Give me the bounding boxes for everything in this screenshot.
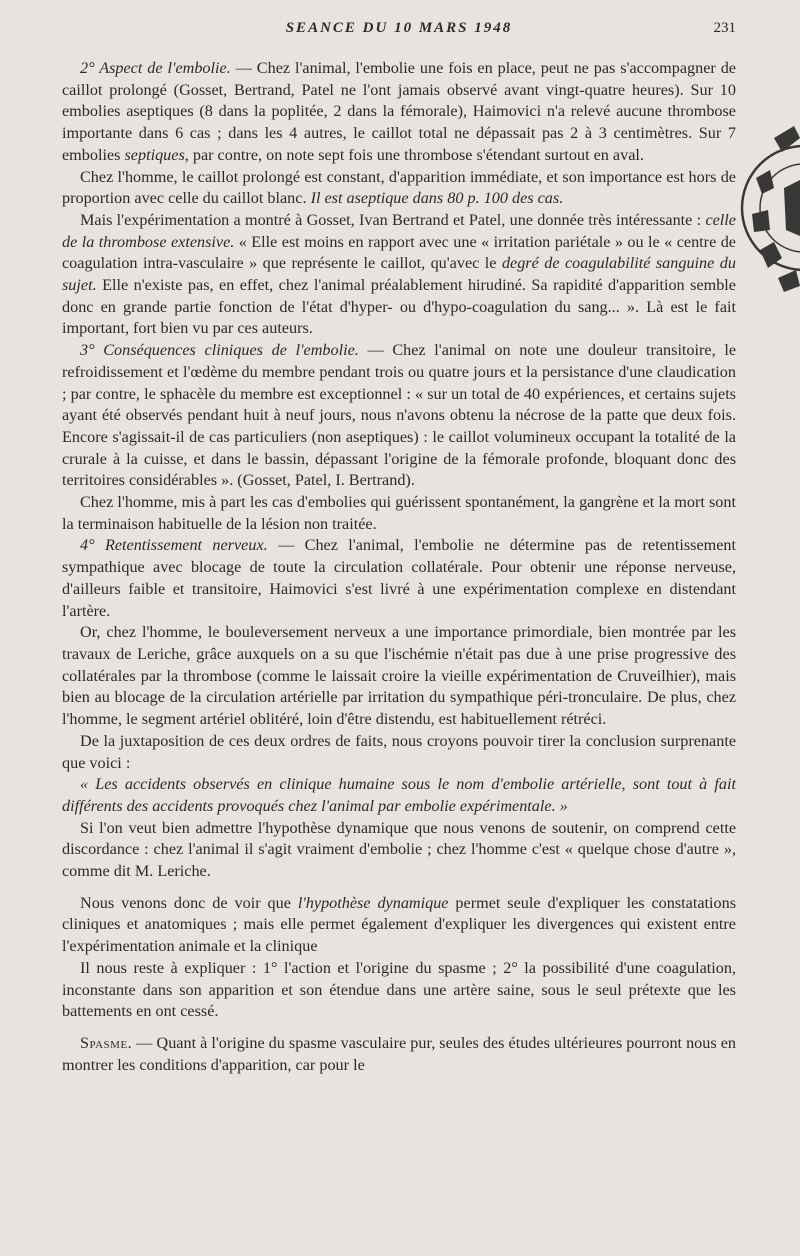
section-title-retentissement: 4° Retentissement nerveux. — [80, 536, 268, 555]
paragraph-consequences — [62, 340, 736, 492]
paragraph-text: « Elle est moins en rapport avec une « irritation pariétale » ou le « centre de coagulation intra-vasculaire » que représente le caillot, qu'avec le — [62, 232, 736, 273]
library-stamp — [734, 118, 800, 298]
paragraph-hypothese — [62, 818, 736, 883]
emphasis-text: Il est aseptique dans 80 p. 100 des cas. — [310, 189, 564, 208]
paragraph-gangrene — [62, 492, 736, 535]
page-header — [62, 20, 736, 44]
quote-text: « Les accidents observés en clinique humaine sous le nom d'embolie artérielle, sont tout à fait différents des accidents provoqués chez l'animal par embolie expérimentale. » — [62, 775, 736, 815]
paragraph-text: — Chez l'animal on note une douleur transitoire, le refroidissement et l'œdème du membre pendant trois ou quatre jours et la persistance d'une claudication ; par contre, le sphacèle du membre est exceptionnel : « sur un total de 40 expériences, et certains sujets ayant été observés pendant huit à neuf jours, nous n'avons obtenu la nécrose de la patte que deux fois. Encore s'agissait-il de cas particuliers (non aseptiques) : le caillot volumineux occupant la totalité de la crurale à la cuisse, et dans le bassin, dépassant l'origine de la fémorale profonde, bloquant donc des territoires considérables ». (Gosset, Patel, I. Bertrand). — [62, 341, 736, 490]
paragraph-homme-caillot — [62, 167, 736, 210]
emphasis-text: degré de coagulabilité sanguine du sujet. — [62, 254, 736, 295]
paragraph-text: Nous venons donc de voir que — [80, 893, 298, 912]
paragraph-retentissement — [62, 535, 736, 622]
paragraph-text: Il nous reste à expliquer : 1° l'action et l'origine du spasme ; 2° la possibilité d'une coagulation, inconstante dans son apparition et son étendue dans une artère saine, sous le seul prétexte que les battements en ont cessé. — [62, 958, 736, 1021]
paragraph-hypothese-dynamique — [62, 893, 736, 958]
section-title-consequences: 3° Conséquences cliniques de l'embolie. — [80, 341, 359, 360]
paragraph-text: , par contre, on note sept fois une thrombose s'étendant surtout en aval. — [184, 145, 644, 164]
paragraph-spasme — [62, 1033, 736, 1076]
article-body — [62, 58, 736, 1076]
paragraph-text: permet seule d'expliquer les constatations cliniques et anatomiques ; mais elle permet également d'expliquer les divergences qui existent entre l'expérimentation animale et la clinique — [62, 893, 737, 956]
paragraph-text: Chez l'homme, mis à part les cas d'embolies qui guérissent spontanément, la gangrène et la mort sont la terminaison habituelle de la lésion non traitée. — [62, 493, 736, 533]
paragraph-text: De la juxtaposition de ces deux ordres de faits, nous croyons pouvoir tirer la conclusion surprenante que voici : — [62, 731, 736, 772]
emphasis-text: l'hypothèse dynamique — [297, 893, 449, 912]
paragraph-juxtaposition — [62, 731, 736, 774]
section-title-spasme: Spasme. — [80, 1033, 133, 1052]
paragraph-experimentation — [62, 210, 736, 340]
paragraph-text: — Chez l'animal, l'embolie ne détermine pas de retentissement sympathique avec blocage de toute la circulation collatérale. Pour obtenir une réponse nerveuse, d'ailleurs faible et transitoire, Haimovici s'est livré à une expérimentation complexe en distendant l'artère. — [62, 536, 736, 620]
emphasis-text: celle de la thrombose extensive. — [62, 210, 736, 251]
running-title: SEANCE DU 10 MARS 1948 — [285, 20, 513, 36]
paragraph-text: — Chez l'animal, l'embolie une fois en place, peut ne pas s'accompagner de caillot prolongé (Gosset, Bertrand, Patel ne l'ont jamais observé avant vingt-quatre heures). Sur 10 embolies aseptiques (8 dans la poplitée, 2 dans la fémorale), Haimovici n'a relevé aucune thrombose importante dans 6 cas ; dans les 4 autres, le caillot total ne dépassait pas 2 à 3 centimètres. Sur 7 embolies — [62, 59, 736, 164]
paragraph-reste — [62, 958, 736, 1023]
emphasis-text: septiques — [124, 145, 185, 164]
paragraph-text: Chez l'homme, le caillot prolongé est constant, d'apparition immédiate, et son importance est hors de proportion avec celle du caillot blanc. — [62, 167, 736, 208]
page-number: 231 — [713, 20, 736, 36]
paragraph-text: — Quant à l'origine du spasme vasculaire pur, seules des études ultérieures pourront nous en montrer les conditions d'apparition, car pour le — [62, 1033, 736, 1074]
paragraph-text: Elle n'existe pas, en effet, chez l'animal préalablement hirudiné. Sa rapidité d'apparition semble donc en grande partie fonction de l'état d'hyper- ou d'hypo-coagulation du sang... ». Là est le fait important, fort bien vu par ces auteurs. — [62, 276, 736, 338]
paragraph-text: Mais l'expérimentation a montré à Gosset, Ivan Bertrand et Patel, une donnée très intéressante : — [80, 210, 706, 229]
section-title-aspect: 2° Aspect de l'embolie. — [80, 59, 231, 77]
paragraph-text: Si l'on veut bien admettre l'hypothèse dynamique que nous venons de soutenir, on comprend cette discordance : chez l'animal il s'agit vraiment d'embolie ; chez l'homme c'est « quelque chose d'autre », comme dit M. Leriche. — [62, 818, 736, 881]
paragraph-conclusion-quote — [62, 774, 736, 817]
paragraph-text: Or, chez l'homme, le bouleversement nerveux a une importance primordiale, bien montrée par les travaux de Leriche, grâce auxquels on a su que l'ischémie n'était pas due à une prise progressive des collatérales par la thrombose (comme le laissait croire la vieille expérimentation de Cruveilhier), mais bien au blocage de la circulation artérielle par irritation du sympathique péri-tronculaire. De plus, chez l'homme, le segment artériel oblitéré, loin d'être distendu, est habituellement rétréci. — [62, 623, 736, 729]
paragraph-bouleversement — [62, 622, 736, 731]
paragraph-aspect — [62, 58, 736, 167]
